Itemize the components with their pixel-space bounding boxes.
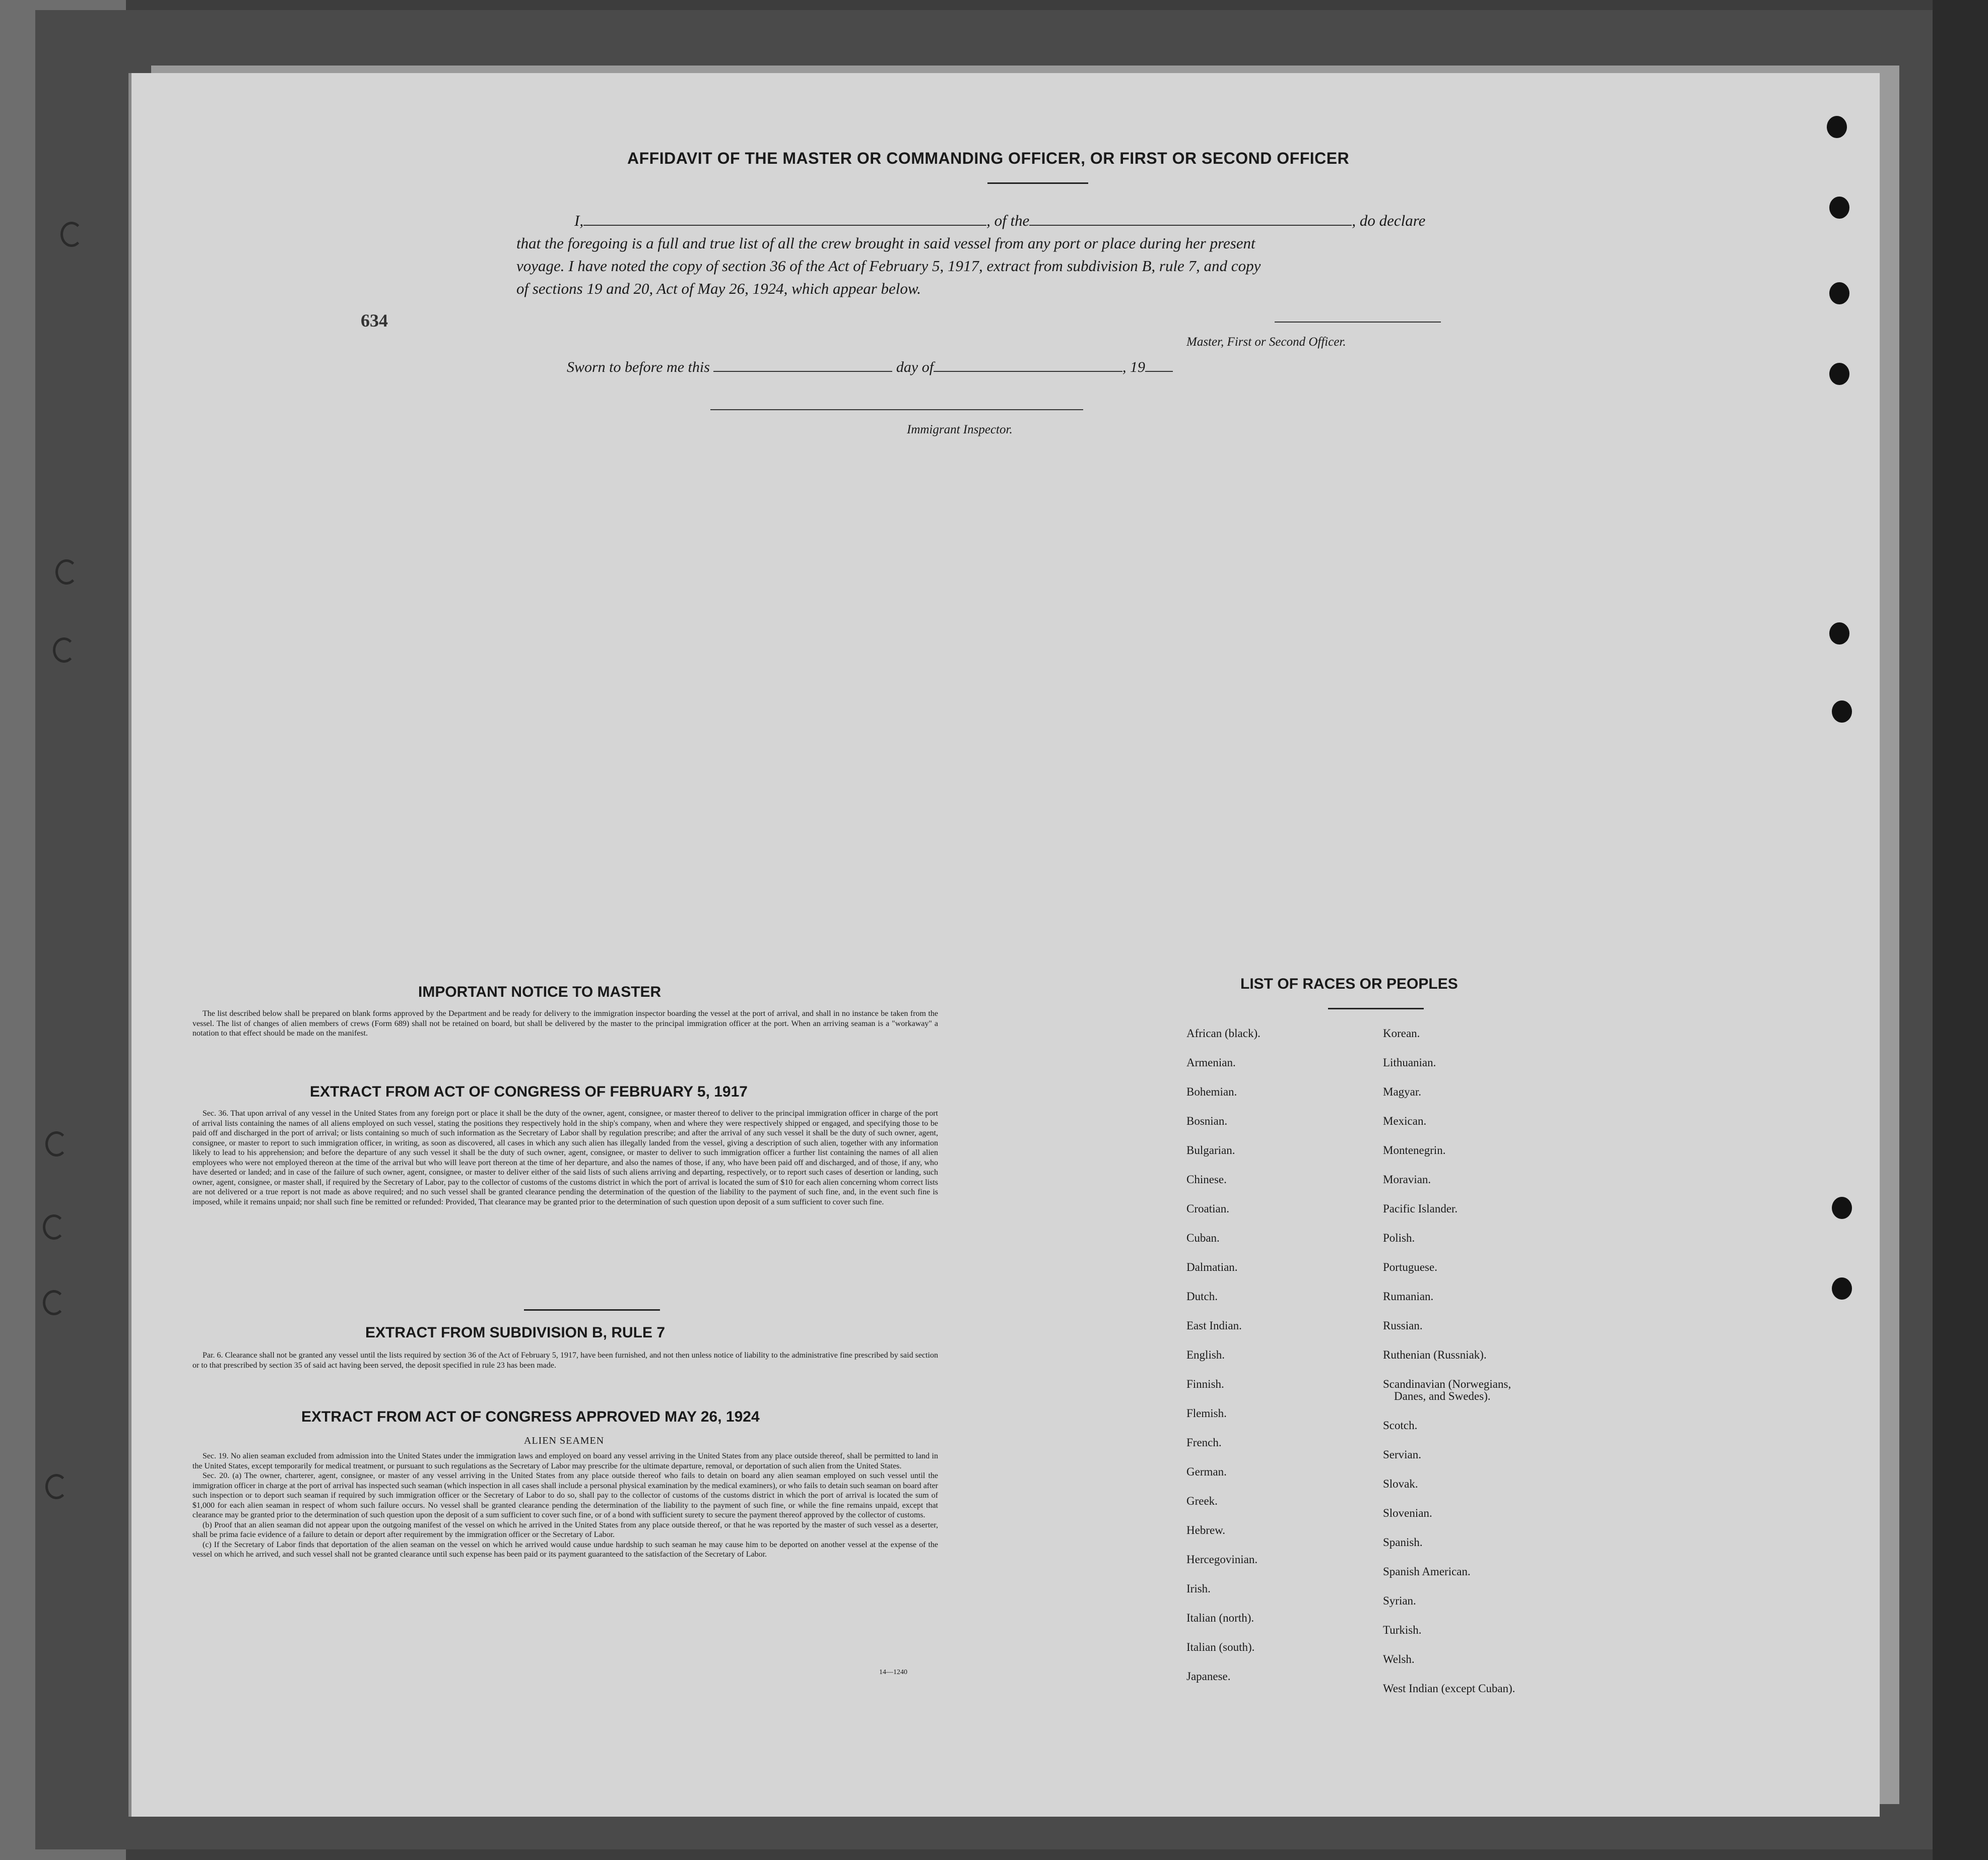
race-item: Cuban. [1186,1232,1220,1244]
punch-hole-icon [1829,622,1849,645]
race-item: Turkish. [1383,1624,1422,1636]
race-item: Bulgarian. [1186,1144,1235,1157]
race-item: Mexican. [1383,1115,1427,1127]
race-item: Armenian. [1186,1056,1236,1069]
title-rule [987,182,1088,184]
punch-hole-icon [1832,700,1852,723]
race-item: French. [1186,1436,1222,1449]
inspector-signature-field[interactable] [710,409,1083,410]
punch-hole-icon [1829,282,1849,304]
extract-rule7-paragraph: Par. 6. Clearance shall not be granted any vessel until the lists required by section 36 of the Act of February 5, 1917, have been furnished, and not then unless notice of liability to the administrative fine prescribed by said section or to that prescribed by section 35 of said act having been served, the deposit specified in rule 23 has been made. [192,1351,938,1370]
race-item: Portuguese. [1383,1261,1437,1273]
affidavit-line-3: voyage. I have noted the copy of section 36 of the Act of February 5, 1917, extract from subdivision B, rule 7, and copy [516,257,1261,275]
punch-hole-icon [1832,1197,1852,1219]
sworn-year-field[interactable] [1145,360,1173,372]
affidavit-line-4: of sections 19 and 20, Act of May 26, 1924, which appear below. [516,280,921,297]
race-item: Greek. [1186,1495,1218,1507]
race-item: Croatian. [1186,1202,1229,1215]
stamp-number: 634 [361,310,388,331]
race-item: Spanish. [1383,1536,1423,1549]
race-item: Korean. [1383,1027,1420,1040]
declarant-name-field[interactable] [583,214,986,226]
vessel-label: , of the [986,212,1030,229]
sec20b-paragraph: (b) Proof that an alien seaman did not appear upon the outgoing manifest of the vessel on which he arrived in the United States from any place outside thereof, or that he was reported by the master of such vessel as a deserter, shall be prima facie evidence of a failure to detain or deport after requirement by the immigration officer or the Secretary of Labor. [192,1520,938,1539]
extract-1917-body [192,1109,938,1207]
race-item: Rumanian. [1383,1290,1434,1303]
punch-hole-icon [1832,1277,1852,1300]
extract-1917-paragraph: Sec. 36. That upon arrival of any vessel in the United States from any foreign port or place it shall be the duty of the owner, agent, consignee, or master thereof to deliver to the principal immigration officer in charge of the port of arrival lists containing the names of all aliens employed on such vessel, stating the positions they respectively hold in the ship's company, when and where they were respectively shipped or engaged, and specifying those to be paid off and discharged in the port of arrival; or lists containing so much of such information as the Secretary of Labor shall by regulation prescribe; and after the arrival of any such vessel it shall be the duty of such owner, agent, consignee, or master to report to such immigration officer, in writing, as soon as discovered, all cases in which any such alien has illegally landed from the vessel, giving a description of such alien, together with any information likely to lead to his apprehension; and before the departure of any such vessel it shall be the duty of such owner, agent, consignee, or master to deliver to such immigration officer a further list containing the names of all alien employees who were not employed thereon at the time of the arrival but who will leave port thereon at the time of her departure, and also the names of those, if any, who have been paid off and discharged, and of those, if any, who have deserted or landed; and in case of the failure of such owner, agent, consignee, or master to deliver either of the said lists of such aliens arriving and departing, respectively, or to report such cases of desertion or landing, such owner, agent, consignee, or master shall, if required by the Secretary of Labor, pay to the collector of customs of the customs district in which the port of arrival is located the sum of $10 for each alien concerning whom correct lists are not delivered or a true report is not made as above required; and no such vessel shall be granted clearance pending the determination of the question of the liability to the payment of such fine, and, in the event such fine is imposed, while it remains unpaid; nor shall such fine be remitted or refunded: Provided, That clearance may be granted prior to the determination of such question upon deposit of a sum sufficient to cover such fine. [192,1109,938,1206]
sec19-paragraph: Sec. 19. No alien seaman excluded from admission into the United States under the immigration laws and employed on board any vessel arriving in the United States from any place outside thereof, shall be permitted to land in the United States, except temporarily for medical treatment, or pursuant to such regulations as the Secretary of Labor may prescribe for the ultimate departure, removal, or deportation of such alien from the United States. [192,1452,938,1470]
race-item: Hebrew. [1186,1524,1226,1536]
binder-ring-icon [43,1290,65,1315]
race-item: Scotch. [1383,1419,1418,1432]
binder-ring-icon [45,1474,68,1499]
punch-hole-icon [1829,197,1849,219]
binder-ring-icon [45,1131,68,1157]
sworn-day-field[interactable] [713,360,892,372]
right-edge-strip [1933,0,1988,1860]
sec20c-paragraph: (c) If the Secretary of Labor finds that deportation of the alien seaman on the vessel on which he arrived would cause undue hardship to such seaman he may cause him to be deported on another vessel at the expense of the vessel on which he arrived, and such vessel shall not be granted clearance until such expense has been paid or its payment guaranteed to the satisfaction of the Secretary of Labor. [192,1540,938,1559]
sworn-label: Sworn to before me this [567,359,710,375]
race-item: Spanish American. [1383,1565,1471,1578]
declarant-label: I, [574,212,584,229]
race-item: Danes, and Swedes). [1394,1390,1491,1402]
race-item: Scandinavian (Norwegians, [1383,1378,1511,1390]
binder-ring-icon [53,637,75,663]
declare-label: , do declare [1352,212,1426,229]
affidavit-line-1 [574,212,1425,230]
race-item: Flemish. [1186,1407,1227,1420]
year-label: , 19 [1122,359,1146,375]
race-item: Magyar. [1383,1085,1422,1098]
races-title-rule [1328,1008,1424,1009]
race-item: Japanese. [1186,1670,1231,1683]
races-title: LIST OF RACES OR PEOPLES [1240,976,1458,992]
race-item: Italian (north). [1186,1612,1254,1624]
race-item: Dalmatian. [1186,1261,1238,1273]
punch-hole-icon [1829,363,1849,385]
day-of-label: day of [896,359,934,375]
alien-seamen-subtitle: ALIEN SEAMEN [524,1435,605,1446]
punch-hole-icon [1827,116,1847,138]
master-signature-label: Master, First or Second Officer. [1186,335,1346,349]
race-item: Bosnian. [1186,1115,1228,1127]
race-item: Chinese. [1186,1173,1227,1186]
race-item: Hercegovinian. [1186,1553,1258,1566]
race-item: Pacific Islander. [1383,1202,1458,1215]
race-item: Syrian. [1383,1594,1416,1607]
race-item: Slovak. [1383,1478,1418,1490]
binder-ring-icon [55,559,78,585]
race-item: Montenegrin. [1383,1144,1446,1157]
race-item: English. [1186,1349,1225,1361]
race-item: Italian (south). [1186,1641,1255,1653]
race-item: Moravian. [1383,1173,1431,1186]
binder-ring-icon [60,222,83,247]
sworn-line [567,359,1173,376]
race-item: Ruthenian (Russniak). [1383,1349,1487,1361]
race-item: African (black). [1186,1027,1261,1040]
vessel-name-field[interactable] [1029,214,1352,226]
inspector-label: Immigrant Inspector. [907,423,1013,436]
race-item: Irish. [1186,1582,1211,1595]
race-item: Slovenian. [1383,1507,1432,1519]
race-item: Bohemian. [1186,1085,1237,1098]
race-item: East Indian. [1186,1319,1242,1332]
affidavit-title: AFFIDAVIT OF THE MASTER OR COMMANDING OFFICER, OR FIRST OR SECOND OFFICER [627,149,1350,167]
form-number: 14—1240 [879,1669,907,1676]
race-item: Lithuanian. [1383,1056,1436,1069]
race-item: Dutch. [1186,1290,1218,1303]
race-item: Welsh. [1383,1653,1415,1665]
race-item: West Indian (except Cuban). [1383,1682,1515,1695]
extract-1924-title: EXTRACT FROM ACT OF CONGRESS APPROVED MAY 26, 1924 [301,1408,760,1425]
race-item: Russian. [1383,1319,1423,1332]
notice-body [192,1009,938,1039]
extract-1924-body [192,1451,938,1560]
race-item: Finnish. [1186,1378,1224,1390]
extract-rule7-body [192,1351,938,1370]
master-signature-field[interactable] [1275,322,1441,323]
sec20a-paragraph: Sec. 20. (a) The owner, charterer, agent, consignee, or master of any vessel arriving in the United States from any place outside thereof who fails to detain on board any alien seaman employed on such vessel until the immigration officer in charge at the port of arrival has inspected such seaman (which inspection in all cases shall include a personal physical examination by the medical examiners), or who fails to detain such seaman on board after such inspection or to deport such seaman if required by such immigration officer or the Secretary of Labor to do so, shall pay to the collector of customs of the customs district in which the port of arrival is located the sum of $1,000 for each alien seaman in respect of whom such failure occurs. No vessel shall be granted clearance pending the determination of the liability to the payment of such fine, or while the fine remains unpaid, except that clearance may be granted prior to the determination of such question upon the deposit of a sum sufficient to cover such fine, or of a bond with sufficient surety to secure the payment thereof approved by the collector of customs. [192,1471,938,1519]
extract-rule7-title: EXTRACT FROM SUBDIVISION B, RULE 7 [365,1324,666,1341]
extract-1917-title: EXTRACT FROM ACT OF CONGRESS OF FEBRUARY 5, 1917 [310,1083,748,1100]
race-item: German. [1186,1465,1227,1478]
notice-paragraph: The list described below shall be prepared on blank forms approved by the Department and be ready for delivery to the immigration inspector boarding the vessel at the port of arrival, and shall in no instance be taken from the vessel. The list of changes of alien members of crews (Form 689) shall not be retained on board, but shall be delivered by the master to the principal immigration officer at the port. When an arriving seaman is a "workaway" a notation to that effect should be made on the manifest. [192,1009,938,1038]
notice-title: IMPORTANT NOTICE TO MASTER [418,984,661,1000]
race-item: Polish. [1383,1232,1415,1244]
sworn-month-field[interactable] [934,360,1122,372]
race-item: Servian. [1383,1448,1422,1461]
section-divider [524,1309,660,1311]
binder-ring-icon [43,1214,65,1240]
affidavit-line-2: that the foregoing is a full and true list of all the crew brought in said vessel from any port or place during her present [516,234,1255,252]
